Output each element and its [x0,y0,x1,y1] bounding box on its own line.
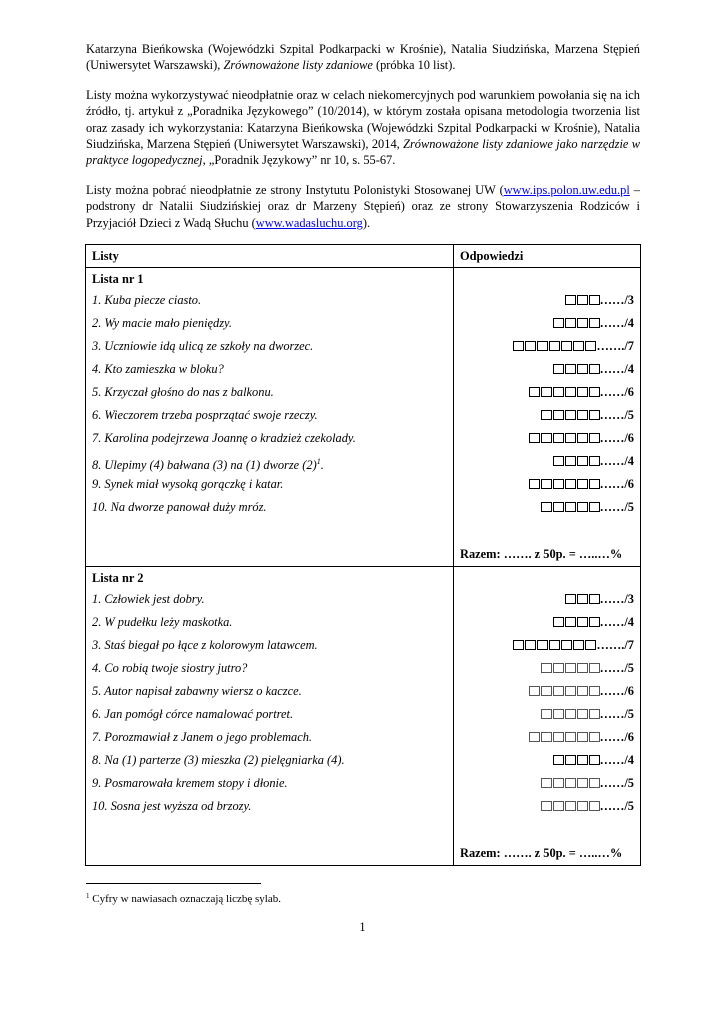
word-checkbox[interactable] [553,755,564,765]
word-checkboxes [540,772,600,795]
list-row-1 [86,268,641,567]
word-checkboxes [540,496,600,519]
word-checkbox[interactable] [577,709,588,719]
sentence-item: 4. Kto zamieszka w bloku? [92,362,224,377]
word-checkbox[interactable] [577,686,588,696]
sentence-text: 8. Ulepimy (4) bałwana (3) na (1) dworze (2) [92,458,317,473]
word-checkbox[interactable] [525,640,536,650]
word-checkboxes [528,473,600,496]
word-checkbox[interactable] [589,456,600,466]
word-checkbox[interactable] [589,364,600,374]
sentence-item: 9. Synek miał wysoką gorączkę i katar. [92,477,284,492]
word-checkbox[interactable] [553,778,564,788]
word-checkbox[interactable] [553,479,564,489]
answer-cell [460,381,634,404]
word-checkbox[interactable] [589,295,600,305]
word-checkbox[interactable] [541,410,552,420]
word-checkboxes [552,611,600,634]
word-checkbox[interactable] [589,387,600,397]
word-checkbox[interactable] [589,433,600,443]
word-checkbox[interactable] [589,318,600,328]
word-checkbox[interactable] [589,663,600,673]
lists-table [85,244,641,866]
word-checkboxes [528,680,600,703]
page-number: 1 [359,920,366,934]
word-checkboxes [552,450,600,473]
sentence-item: 6. Jan pomógł córce namalować portret. [92,707,294,722]
word-checkbox[interactable] [577,479,588,489]
word-checkboxes [540,404,600,427]
sentence-item [92,450,447,473]
word-checkboxes [552,749,600,772]
word-checkbox[interactable] [529,387,540,397]
score-field: ……/4 [599,454,634,469]
word-checkboxes [552,358,600,381]
word-checkbox[interactable] [549,341,560,351]
ips-link[interactable]: www.ips.polon.uw.edu.pl [503,182,630,197]
score-field: ……/5 [599,661,634,676]
authors-paragraph [86,41,640,74]
word-checkboxes [512,335,596,358]
license-paragraph [86,87,640,169]
word-checkbox[interactable] [589,617,600,627]
download-text-end: ). [362,215,371,230]
word-checkbox[interactable] [553,318,564,328]
word-checkboxes [552,312,600,335]
sentence-item: 3. Staś biegał po łące z kolorowym latawcem. [92,638,318,653]
word-checkbox[interactable] [577,732,588,742]
word-checkbox[interactable] [541,433,552,443]
word-checkbox[interactable] [589,479,600,489]
lists-title: Zrównoważone listy zdaniowe [223,58,373,73]
word-checkbox[interactable] [577,502,588,512]
footnote-text: Cyfry w nawiasach oznaczają liczbę sylab. [89,893,281,905]
list-1-sentences [86,268,454,567]
word-checkbox[interactable] [565,755,576,765]
sentence-item: 4. Co robią twoje siostry jutro? [92,661,248,676]
word-checkbox[interactable] [537,341,548,351]
word-checkbox[interactable] [573,640,584,650]
word-checkboxes [540,703,600,726]
word-checkbox[interactable] [549,640,560,650]
word-checkbox[interactable] [541,801,552,811]
score-field: ……/4 [599,615,634,630]
sentence-item: 7. Porozmawiał z Janem o jego problemach. [92,730,313,745]
score-field: ……/5 [599,776,634,791]
word-checkbox[interactable] [565,502,576,512]
score-field: ……/6 [599,477,634,492]
sentence-item: 2. Wy macie mało pieniędzy. [92,316,232,331]
word-checkbox[interactable] [561,341,572,351]
score-field: ……/5 [599,707,634,722]
sentence-item: 10. Sosna jest wyższa od brzozy. [92,799,252,814]
word-checkbox[interactable] [553,732,564,742]
download-text: Listy można pobrać nieodpłatnie ze strony Instytutu Polonistyki Stosowanej UW ( [86,182,504,197]
word-checkbox[interactable] [553,410,564,420]
word-checkbox[interactable] [577,456,588,466]
score-field: ……/6 [599,385,634,400]
sample-note: (próbka 10 list). [372,58,456,73]
answer-cell [460,657,634,680]
word-checkbox[interactable] [577,755,588,765]
word-checkboxes [528,427,600,450]
word-checkbox[interactable] [541,663,552,673]
list-title: Lista nr 2 [92,571,144,586]
word-checkbox[interactable] [553,364,564,374]
citation-text: , „Poradnik Językowy” nr 10, s. 55-67. [202,153,396,168]
word-checkbox[interactable] [541,479,552,489]
sentence-item: 1. Kuba piecze ciasto. [92,293,202,308]
word-checkbox[interactable] [529,732,540,742]
word-checkbox[interactable] [577,801,588,811]
authors-text: Katarzyna Bieńkowska (Wojewódzki Szpital Podkarpacki w Krośnie), Natalia Siudzińska, Marzena Stępień (Uniwersytet Warszawski), [86,42,640,73]
spacer [460,818,634,842]
score-field: ……/4 [599,316,634,331]
word-checkbox[interactable] [529,686,540,696]
word-checkbox[interactable] [553,387,564,397]
word-checkbox[interactable] [589,410,600,420]
word-checkboxes [564,289,600,312]
answer-cell [460,450,634,473]
download-paragraph [86,182,640,231]
word-checkbox[interactable] [565,663,576,673]
word-checkbox[interactable] [541,502,552,512]
header-lists: Listy [86,245,454,268]
sentence-item: 6. Wieczorem trzeba posprzątać swoje rzeczy. [92,408,318,423]
answer-cell [460,680,634,703]
word-checkbox[interactable] [553,686,564,696]
wadasluchu-link[interactable]: www.wadasluchu.org [255,215,363,230]
word-checkbox[interactable] [565,295,576,305]
word-checkbox[interactable] [577,387,588,397]
word-checkbox[interactable] [589,732,600,742]
answer-cell [460,289,634,312]
spacer [92,519,447,543]
sentence-item: 5. Autor napisał zabawny wiersz o kaczce. [92,684,302,699]
page-content [86,41,640,866]
score-field: ……/6 [599,730,634,745]
footnote-ref: 1 [316,457,321,467]
score-field: ……/5 [599,500,634,515]
score-field: ……/6 [599,431,634,446]
total-score: Razem: ……. z 50p. = …..…% [460,846,623,861]
score-field: ……/3 [599,293,634,308]
word-checkbox[interactable] [565,778,576,788]
word-checkbox[interactable] [553,663,564,673]
list-title: Lista nr 1 [92,272,144,287]
sentence-item: 5. Krzyczał głośno do nas z balkonu. [92,385,274,400]
word-checkbox[interactable] [529,479,540,489]
word-checkbox[interactable] [553,801,564,811]
answer-cell [460,795,634,818]
word-checkbox[interactable] [541,686,552,696]
score-field: ……/5 [599,799,634,814]
word-checkbox[interactable] [565,364,576,374]
word-checkbox[interactable] [577,594,588,604]
license-text: Listy można wykorzystywać nieodpłatnie oraz w celach niekomercyjnych pod warunkiem powołania się na ich źródło, tj. artykuł z „Poradnika Językowego” (10/2014), w którym została opisana metodologia tworzenia list oraz zasady ich wykorzystania: Katarzyna Bieńkowska (Wojewódzki Szpital Podkarpacki w Krośnie), Natalia Siudzińska, Marzena Stępień (Uniwersytet Warszawski), 2014, [86,87,640,152]
answer-cell [460,634,634,657]
list-row-2 [86,567,641,866]
spacer [460,268,634,289]
word-checkboxes [528,381,600,404]
word-checkbox[interactable] [565,318,576,328]
word-checkbox[interactable] [589,755,600,765]
footnote [86,889,281,906]
answer-cell [460,358,634,381]
word-checkbox[interactable] [541,732,552,742]
word-checkbox[interactable] [565,387,576,397]
spacer [92,818,447,842]
word-checkbox[interactable] [565,686,576,696]
word-checkbox[interactable] [513,341,524,351]
score-field: ……./7 [596,339,634,354]
answer-cell [460,772,634,795]
word-checkboxes [528,726,600,749]
list-2-sentences [86,567,454,866]
score-field: ……./7 [596,638,634,653]
word-checkbox[interactable] [577,410,588,420]
answer-cell [460,473,634,496]
word-checkbox[interactable] [589,594,600,604]
word-checkbox[interactable] [565,410,576,420]
word-checkboxes [540,795,600,818]
word-checkbox[interactable] [589,778,600,788]
word-checkbox[interactable] [553,709,564,719]
download-text-mid: – podstrony dr Natalii Siudzińskiej oraz dr Marzeny Stępień) oraz ze strony Stowarzyszenia Rodziców i Przyjaciół Dzieci z Wadą Słuchu ( [86,182,641,230]
word-checkbox[interactable] [529,433,540,443]
word-checkbox[interactable] [577,617,588,627]
article-title: Zrównoważone listy zdaniowe jako narzędzie w praktyce logopedycznej [86,137,640,168]
word-checkbox[interactable] [553,617,564,627]
answer-cell [460,312,634,335]
score-field: ……/6 [599,684,634,699]
word-checkbox[interactable] [513,640,524,650]
word-checkbox[interactable] [565,433,576,443]
word-checkbox[interactable] [577,433,588,443]
header-answers: Odpowiedzi [454,245,641,268]
answer-cell [460,427,634,450]
word-checkboxes [540,657,600,680]
answer-cell [460,404,634,427]
sentence-item: 2. W pudełku leży maskotka. [92,615,233,630]
spacer [460,567,634,588]
word-checkbox[interactable] [565,456,576,466]
word-checkbox[interactable] [553,456,564,466]
word-checkbox[interactable] [525,341,536,351]
word-checkbox[interactable] [573,341,584,351]
sentence-item: 8. Na (1) parterze (3) mieszka (2) pielęgniarka (4). [92,753,345,768]
score-field: ……/5 [599,408,634,423]
word-checkbox[interactable] [553,433,564,443]
answer-cell [460,726,634,749]
word-checkbox[interactable] [589,709,600,719]
spacer [460,519,634,543]
word-checkbox[interactable] [577,295,588,305]
answer-cell [460,611,634,634]
word-checkbox[interactable] [541,387,552,397]
word-checkbox[interactable] [577,778,588,788]
word-checkboxes [564,588,600,611]
answer-cell [460,749,634,772]
word-checkbox[interactable] [589,502,600,512]
sentence-tail: . [320,458,324,473]
word-checkbox[interactable] [561,640,572,650]
word-checkbox[interactable] [553,502,564,512]
word-checkbox[interactable] [565,801,576,811]
word-checkbox[interactable] [589,686,600,696]
sentence-item: 9. Posmarowała kremem stopy i dłonie. [92,776,288,791]
word-checkbox[interactable] [565,594,576,604]
answer-cell [460,335,634,358]
total-score: Razem: ……. z 50p. = …..…% [460,547,623,562]
list-1-answers [454,268,641,567]
score-field: ……/4 [599,362,634,377]
word-checkbox[interactable] [565,709,576,719]
word-checkbox[interactable] [565,479,576,489]
word-checkboxes [512,634,596,657]
sentence-item: 7. Karolina podejrzewa Joannę o kradzież czekolady. [92,431,356,446]
answer-cell [460,703,634,726]
answer-cell [460,496,634,519]
word-checkbox[interactable] [565,732,576,742]
word-checkbox[interactable] [541,778,552,788]
footnote-mark: 1 [86,892,90,900]
footnote-separator [86,883,261,884]
table-header-row [86,245,641,268]
word-checkbox[interactable] [577,318,588,328]
answer-cell [460,588,634,611]
word-checkbox[interactable] [585,640,596,650]
word-checkbox[interactable] [537,640,548,650]
score-field: ……/3 [599,592,634,607]
list-2-answers [454,567,641,866]
sentence-item: 3. Uczniowie idą ulicą ze szkoły na dworzec. [92,339,314,354]
word-checkbox[interactable] [577,663,588,673]
word-checkbox[interactable] [565,617,576,627]
word-checkbox[interactable] [577,364,588,374]
word-checkbox[interactable] [589,801,600,811]
score-field: ……/4 [599,753,634,768]
sentence-item: 10. Na dworze panował duży mróz. [92,500,267,515]
word-checkbox[interactable] [541,709,552,719]
sentence-item: 1. Człowiek jest dobry. [92,592,205,607]
word-checkbox[interactable] [585,341,596,351]
